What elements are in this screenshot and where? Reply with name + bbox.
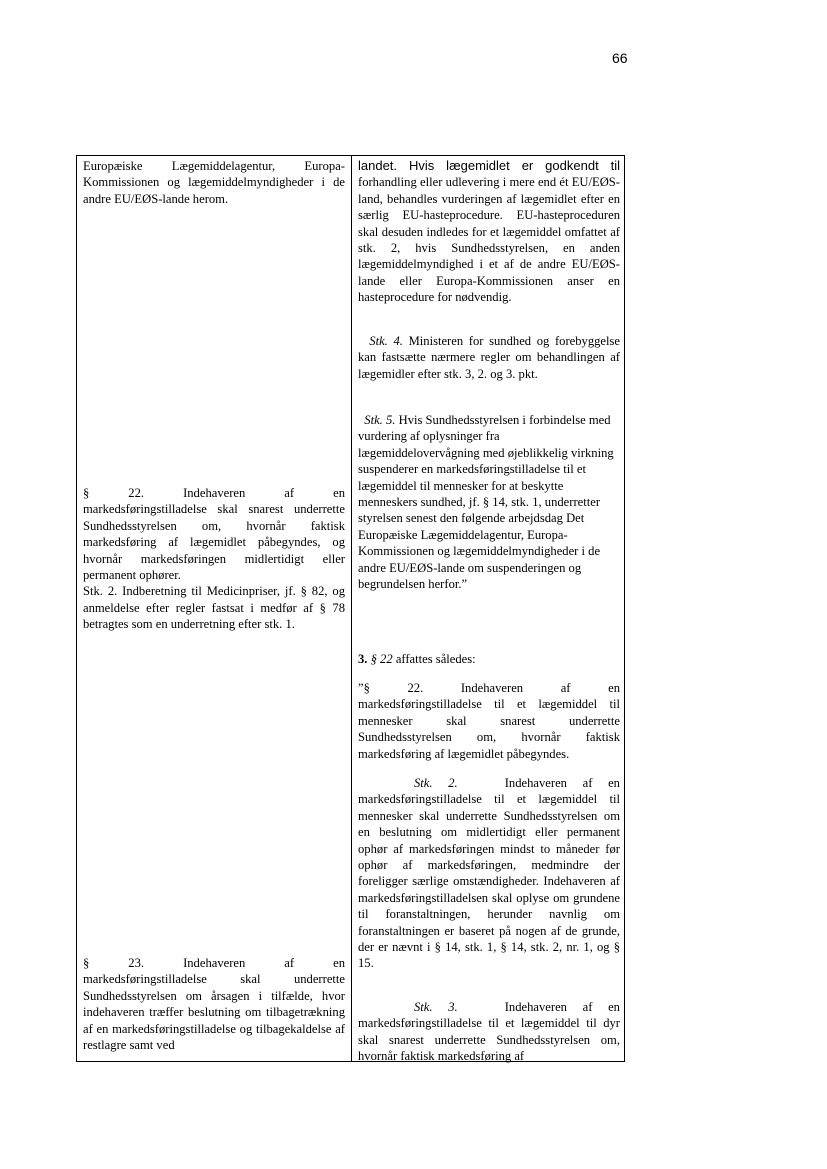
stk4-text: Ministeren for sundhed og forebyggelse kan fastsætte nærmere regler om behandlingen af lægemidler efter stk. 3, 2. og 3. pkt. bbox=[358, 334, 621, 381]
stk5-label: Stk. 5. bbox=[364, 413, 396, 427]
right-cont-first-line: landet. Hvis lægemidlet er godkendt til bbox=[358, 158, 620, 173]
right-s22-stk3 bbox=[358, 999, 620, 1065]
stk3-text: markedsføringstilladelse til et lægemiddel til dyr skal snarest underrette Sundhedsstyrelsen om, hvornår faktisk markedsføring af bbox=[358, 1016, 620, 1064]
left-section-22 bbox=[83, 485, 345, 633]
column-divider bbox=[351, 156, 352, 1061]
left-intro: Europæiske Lægemiddelagentur, Europa-Kommissionen og lægemiddelmyndigheder i de andre EU/EØS-lande herom. bbox=[83, 159, 345, 206]
stk2-label: Stk. 2. bbox=[414, 776, 458, 790]
stk5-text: Hvis Sundhedsstyrelsen i forbindelse med vurdering af oplysninger fra lægemiddelovervågning med øjeblikkelig virkning suspenderer en markedsføringstilladelse til et lægemiddel til mennesker for at beskytte menneskers sundhed, jf. § 14, stk. 1, underretter styrelsen senest den følgende arbejdsdag Det Europæiske Lægemiddelagentur, Europa-Kommissionen og lægemiddelmyndigheder i de andre EU/EØS-lande om suspenderingen og begrundelsen herfor.” bbox=[358, 413, 614, 592]
left-s22-text: markedsføringstilladelse skal snarest underrette Sundhedsstyrelsen om, hvornår faktisk markedsføring af lægemidlet påbegyndes, og hvornår markedsføringen midlertidigt eller permanent ophører. bbox=[83, 502, 345, 583]
stk2-text: markedsføringstilladelse til et lægemiddel til mennesker skal underrette Sundhedsstyrelsen om en beslutning om midlertidigt eller permanent ophør af markedsføringen mindst to måneder før ophør af markedsføringen, medmindre der foreligger særlige omstændigheder. Indehaveren af markedsføringstilladelsen skal oplyse om grundene til foranstaltningen, herunder navnlig om foranstaltningen er baseret på nogen af de grunde, der er nævnt i § 14, stk. 1, § 14, stk. 2, nr. 1, og § 15. bbox=[358, 792, 620, 971]
right-stk5 bbox=[358, 412, 620, 592]
item3-number: 3. bbox=[358, 652, 368, 666]
left-s22-stk2: Stk. 2. Indberetning til Medicinpriser, jf. § 82, og anmeldelse efter regler fastsat i medfør af § 78 betragtes som en underretning efter stk. 1. bbox=[83, 584, 345, 632]
left-s22-heading: § 22. Indehaveren af en bbox=[83, 486, 345, 500]
stk3-first: Indehaveren af en bbox=[504, 1000, 620, 1014]
right-s22-text: markedsføringstilladelse til et lægemiddel til mennesker skal snarest underrette Sundhedsstyrelsen om, hvornår faktisk markedsføring af lægemidlet påbegyndes. bbox=[358, 697, 620, 761]
left-s23-heading: § 23. Indehaveren af en bbox=[83, 956, 345, 970]
left-s23-text: markedsføringstilladelse skal underrette Sundhedsstyrelsen om årsagen i tilfælde, hvor indehaveren træffer beslutning om tilbagetrækning af en markedsføringstilladelse og tilbagekaldelse af restlagre samt ved bbox=[83, 972, 345, 1053]
right-cont-text: forhandling eller udlevering i mere end ét EU/EØS-land, behandles vurderingen af lægemidlet efter en særlig EU-hasteprocedure. EU-hasteproceduren skal desuden indledes for et lægemiddel omfattet af stk. 2, hvis Sundhedsstyrelsen, en anden lægemiddelmyndighed i et af de andre EU/EØS-lande eller Europa-Kommissionen anser en hasteprocedure for nødvendig. bbox=[358, 175, 620, 305]
item3-text: affattes således: bbox=[395, 652, 476, 666]
right-s22-stk2 bbox=[358, 775, 620, 972]
right-s22-heading: ”§ 22. Indehaveren af en bbox=[358, 681, 620, 695]
item3-ref: § 22 bbox=[370, 652, 393, 666]
stk4-label: Stk. 4. bbox=[369, 334, 403, 348]
page-number: 66 bbox=[612, 50, 628, 66]
right-section-22 bbox=[358, 680, 620, 762]
left-section-23 bbox=[83, 955, 345, 1053]
right-stk4 bbox=[358, 333, 620, 382]
right-item-3 bbox=[358, 651, 620, 667]
stk3-label: Stk. 3. bbox=[414, 1000, 458, 1014]
stk2-first: Indehaveren af en bbox=[504, 776, 620, 790]
comparison-table bbox=[76, 155, 625, 1062]
right-continuation bbox=[358, 158, 620, 306]
